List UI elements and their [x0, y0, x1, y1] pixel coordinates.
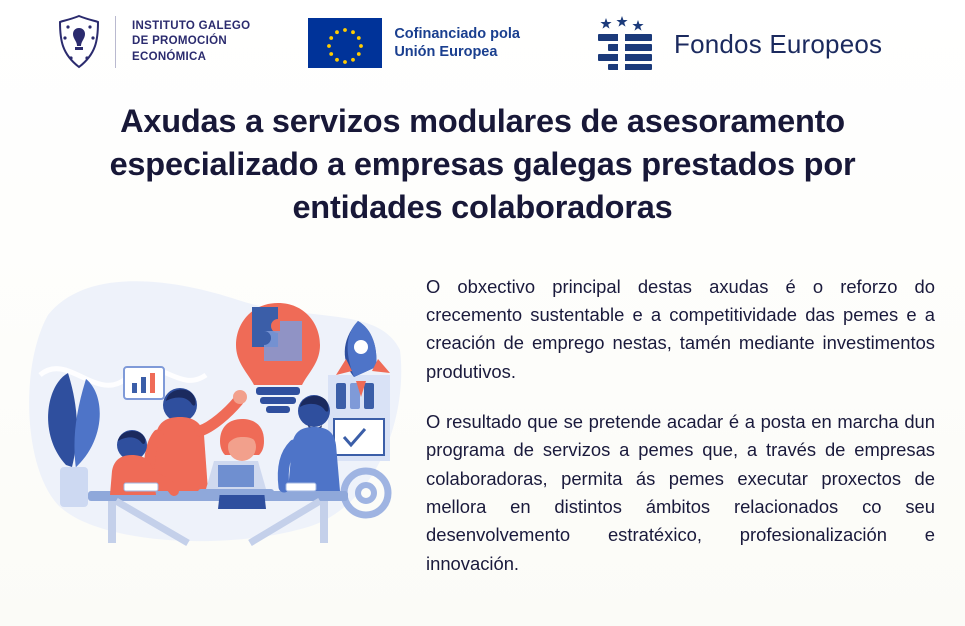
igape-line-1: INSTITUTO GALEGO [132, 20, 251, 33]
eu-line-1: Cofinanciado pola [394, 25, 520, 42]
paragraph-result: O resultado que se pretende acadar é a posta en marcha dun programa de servizos a pemes que, a través de empresas colaboradoras, permita ás pemes executar proxectos de mellora en distintos ámbitos relacionados co seu desenvolvemento estratéxico, profesionalización e innovación. [426, 411, 935, 574]
igape-logo [55, 14, 250, 70]
paragraph-objective: O obxectivo principal destas axudas é o reforzo do crecemento sustentable e a competitividade das pemes e a creación de emprego nestas, tamén mediante investimentos produtivos. [426, 275, 935, 382]
fondos-europeos-mark-icon [590, 16, 662, 72]
fondos-europeos-logo [590, 16, 882, 72]
european-union-flag-icon [308, 18, 382, 68]
content-area [0, 255, 965, 600]
igape-logo-text [132, 19, 250, 65]
eu-logo-text [394, 25, 520, 61]
eu-cofinancing-logo [308, 18, 520, 68]
team-collaboration-illustration [28, 255, 408, 555]
eu-line-2: Unión Europea [394, 44, 498, 60]
igape-line-3: ECONÓMICA [132, 50, 207, 63]
logo-divider [115, 16, 116, 68]
igape-line-2: DE PROMOCIÓN [132, 35, 227, 48]
page-title: Axudas a servizos modulares de asesoramento especializado a empresas galegas prestados por entidades colaboradoras [109, 103, 856, 225]
fondos-europeos-label: Fondos Europeos [673, 28, 883, 59]
body-text-column [408, 255, 935, 600]
galicia-coat-of-arms-icon [55, 14, 103, 70]
logo-bar [0, 0, 965, 78]
